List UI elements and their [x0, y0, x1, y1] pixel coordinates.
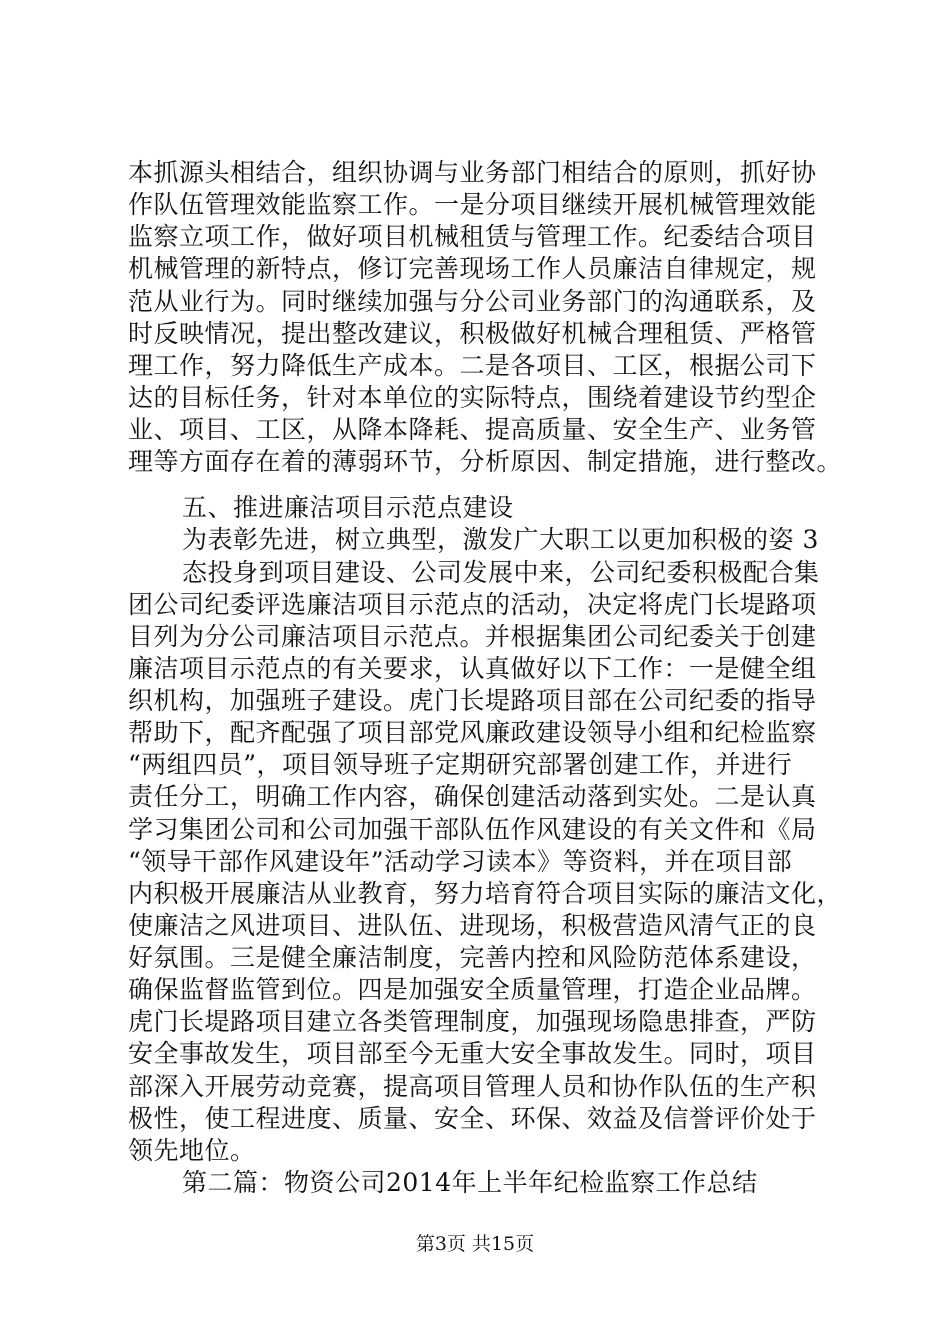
- body-line: 领先地位。: [128, 1136, 256, 1165]
- body-line: 部深入开展劳动竞赛，提高项目管理人员和协作队伍的生产积: [128, 1072, 817, 1101]
- body-line: 理工作，努力降低生产成本。二是各项目、工区，根据公司下: [128, 351, 817, 380]
- body-line: 团公司纪委评选廉洁项目示范点的活动，决定将虎门长堤路项: [128, 590, 817, 619]
- next-article-title: 第二篇：物资公司2014年上半年纪检监察工作总结: [182, 1168, 758, 1197]
- body-line: 虎门长堤路项目建立各类管理制度，加强现场隐患排查，严防: [128, 1007, 817, 1036]
- body-line: “领导干部作风建设年”活动学习读本》等资料，并在项目部: [128, 847, 793, 876]
- body-line: 廉洁项目示范点的有关要求，认真做好以下工作：一是健全组: [128, 654, 817, 683]
- body-line: 作队伍管理效能监察工作。一是分项目继续开展机械管理效能: [128, 190, 817, 219]
- body-line: 学习集团公司和公司加强干部队伍作风建设的有关文件和《局: [128, 815, 817, 844]
- body-line: 责任分工，明确工作内容，确保创建活动落到实处。二是认真: [128, 782, 817, 811]
- page-footer: 第3页 共15页: [415, 1233, 535, 1255]
- body-line: 确保监督监管到位。四是加强安全质量管理，打造企业品牌。: [128, 975, 817, 1004]
- body-line: 内积极开展廉洁从业教育，努力培育符合项目实际的廉洁文化，: [128, 879, 843, 908]
- body-line: 帮助下，配齐配强了项目部党风廉政建设领导小组和纪检监察: [128, 718, 817, 747]
- body-line: 时反映情况，提出整改建议，积极做好机械合理租赁、严格管: [128, 319, 817, 348]
- body-line: 达的目标任务，针对本单位的实际特点，围绕着建设节约型企: [128, 383, 817, 412]
- body-line: 范从业行为。同时继续加强与分公司业务部门的沟通联系，及: [128, 287, 817, 316]
- body-line: 好氛围。三是健全廉洁制度，完善内控和风险防范体系建设，: [128, 943, 817, 972]
- body-line: 监察立项工作，做好项目机械租赁与管理工作。纪委结合项目: [128, 222, 817, 251]
- body-line: 为表彰先进，树立典型，激发广大职工以更加积极的姿 3: [182, 525, 819, 554]
- body-line: 目列为分公司廉洁项目示范点。并根据集团公司纪委关于创建: [128, 622, 817, 651]
- body-line: 使廉洁之风进项目、进队伍、进现场，积极营造风清气正的良: [128, 911, 817, 940]
- body-line: 业、项目、工区，从降本降耗、提高质量、安全生产、业务管: [128, 415, 817, 444]
- body-line: 极性，使工程进度、质量、安全、环保、效益及信誉评价处于: [128, 1104, 817, 1133]
- body-line: 安全事故发生，项目部至今无重大安全事故发生。同时，项目: [128, 1039, 817, 1068]
- body-line: 机械管理的新特点，修订完善现场工作人员廉洁自律规定，规: [128, 254, 817, 283]
- section-heading: 五、推进廉洁项目示范点建设: [182, 493, 514, 522]
- body-line: 态投身到项目建设、公司发展中来，公司纪委积极配合集: [182, 558, 820, 587]
- body-line: 织机构，加强班子建设。虎门长堤路项目部在公司纪委的指导: [128, 686, 817, 715]
- body-line: “两组四员”，项目领导班子定期研究部署创建工作，并进行: [128, 750, 793, 779]
- body-line: 本抓源头相结合，组织协调与业务部门相结合的原则，抓好协: [128, 158, 817, 187]
- body-line: 理等方面存在着的薄弱环节，分析原因、制定措施，进行整改。: [128, 447, 843, 476]
